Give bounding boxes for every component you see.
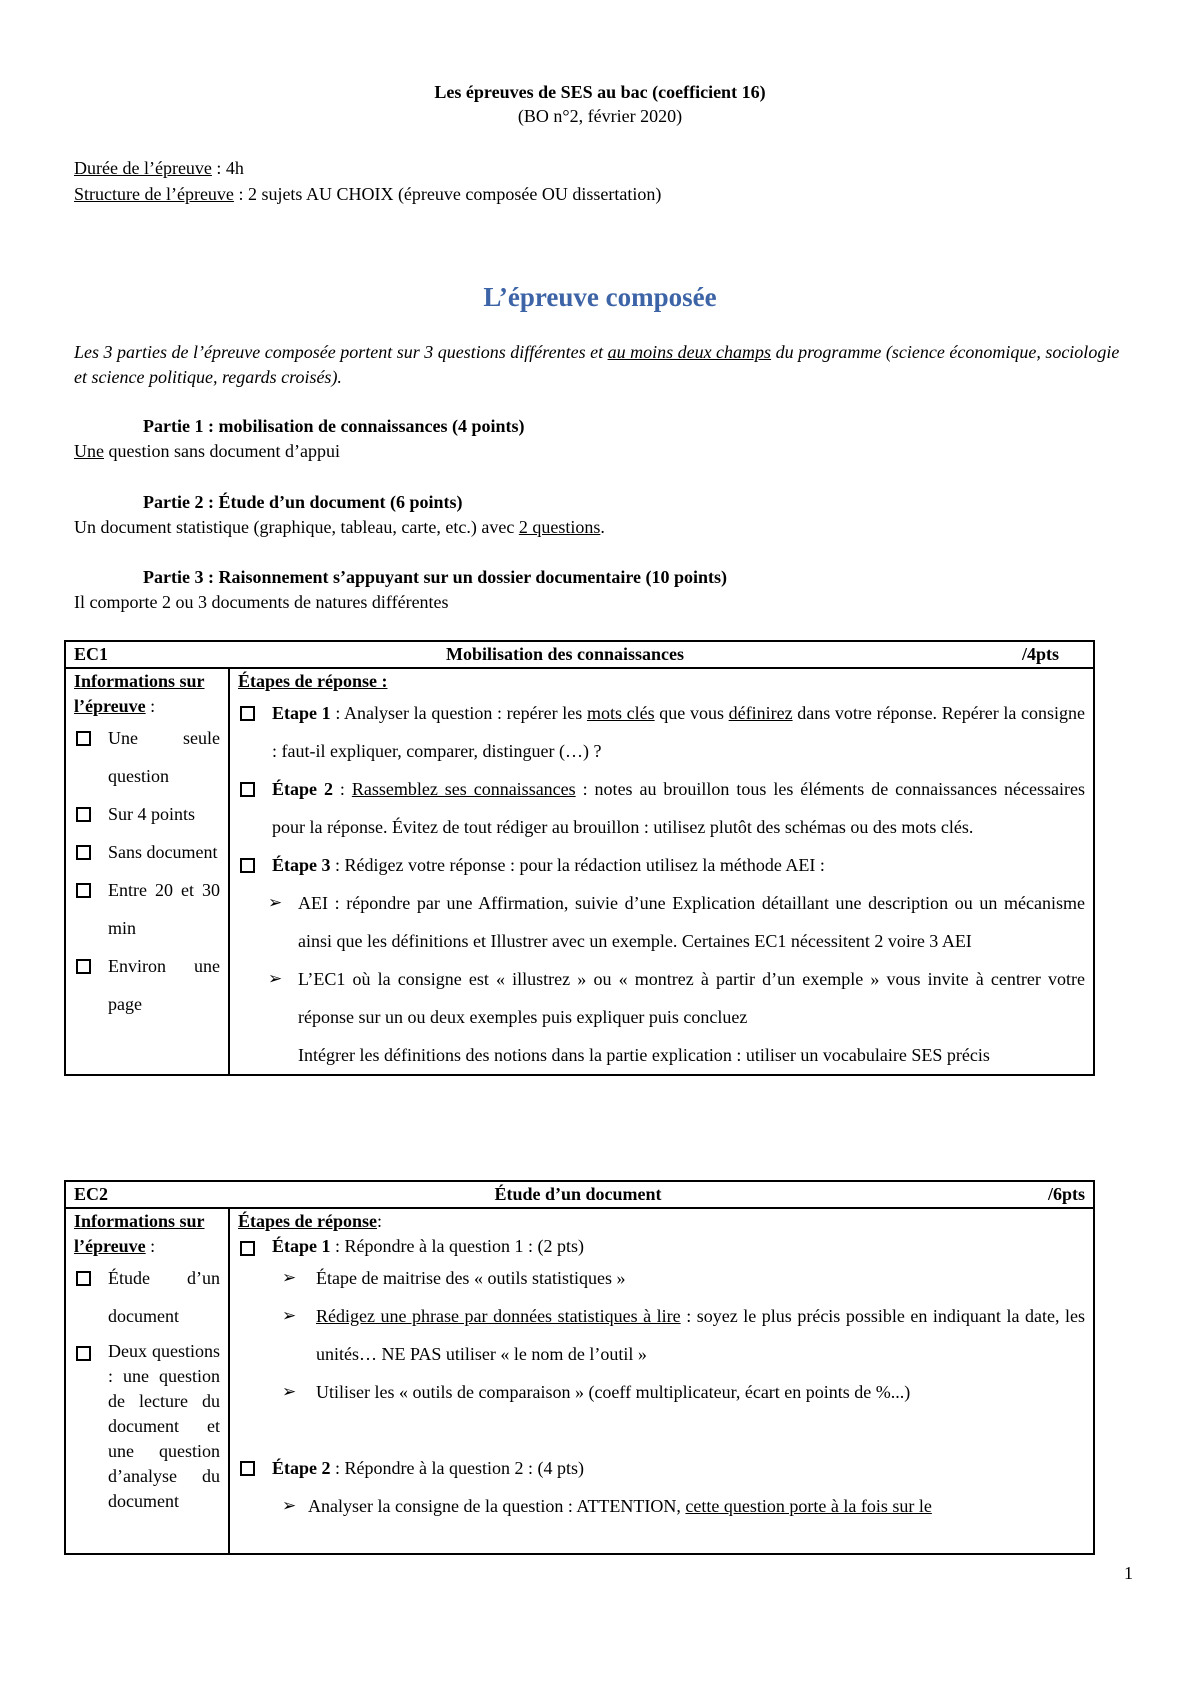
structure-label: Structure de l’épreuve xyxy=(74,184,234,204)
ec2-info-cell xyxy=(65,1208,229,1554)
duree-line xyxy=(74,158,244,179)
ec2-table xyxy=(64,1180,1095,1555)
ec1-body-row xyxy=(65,668,1094,1075)
list-item xyxy=(74,833,220,871)
list-item xyxy=(74,871,220,947)
ec2-body-row xyxy=(65,1208,1094,1554)
ec1-info-list xyxy=(74,719,220,1023)
checkbox-icon xyxy=(240,1461,255,1476)
ec2-name: Étude d’un document xyxy=(494,1184,662,1204)
arrow-bullet-icon: ➢ xyxy=(282,1268,297,1287)
ec1-table xyxy=(64,640,1095,1076)
checkbox-icon xyxy=(76,807,91,822)
part1-description xyxy=(74,441,340,462)
part2-desc-underlined: 2 questions xyxy=(518,517,601,537)
ec1-final-text: Intégrer les définitions des notions dans la partie explication : utiliser un vocabulaire SES précis xyxy=(298,1045,990,1065)
list-item xyxy=(74,719,220,795)
ec1-step1 xyxy=(238,694,1085,770)
arrow-bullet-icon: ➢ xyxy=(268,969,283,988)
ec1-arrow-list xyxy=(238,884,1085,1036)
ec1-points: /4pts xyxy=(1021,644,1059,664)
ec2-step2-arrows xyxy=(238,1487,1085,1525)
ec2-steps-colon: : xyxy=(377,1211,383,1231)
arrow-item-text: AEI : répondre par une Affirmation, suivie d’une Explication détaillant une description ou un mécanisme ainsi que les définitions et Illustrer avec un exemple. Certaines EC1 nécessitent 2 voire 3 AEI xyxy=(298,893,1085,951)
checkbox-icon xyxy=(240,782,255,797)
arrow-bullet-icon: ➢ xyxy=(282,1382,297,1401)
ec1-info-cell xyxy=(65,668,229,1075)
ec2-info-list xyxy=(74,1259,220,1335)
arrow-item-text: : soyez le plus précis possible en indiquant la date, les unités… NE PAS utiliser « le nom de l’outil » xyxy=(316,1306,1085,1364)
list-item xyxy=(238,960,1085,1036)
list-item xyxy=(238,1373,1085,1411)
ec2-step1-arrows xyxy=(238,1259,1085,1411)
part3-title: Partie 3 : Raisonnement s’appuyant sur un dossier documentaire (10 points) xyxy=(143,567,728,587)
list-item xyxy=(74,1259,220,1335)
duree-value: : 4h xyxy=(211,158,244,178)
arrow-item-underlined: Rédigez une phrase par données statistiques à lire xyxy=(316,1306,681,1326)
ec1-code: EC1 xyxy=(74,644,109,664)
list-item xyxy=(74,795,220,833)
list-item xyxy=(238,1259,1085,1297)
part2-description xyxy=(74,517,605,538)
arrow-bullet-icon: ➢ xyxy=(268,893,283,912)
ec2-step2-list xyxy=(238,1449,1085,1487)
ec1-steps-cell xyxy=(229,668,1094,1075)
document-subtitle: (BO n°2, février 2020) xyxy=(517,106,683,126)
list-item xyxy=(74,947,220,1023)
ec2-step2 xyxy=(238,1449,1085,1487)
checkbox-icon xyxy=(76,1346,91,1361)
checkbox-icon xyxy=(76,883,91,898)
step-text: : Rédigez votre réponse : pour la rédaction utilisez la méthode AEI : xyxy=(330,855,825,875)
ec2-header-cell xyxy=(65,1181,1094,1208)
step-text: : Répondre à la question 1 : (2 pts) xyxy=(330,1236,584,1256)
ec1-steps-title: Étapes de réponse : xyxy=(238,671,388,691)
step-text: : notes au brouillon tous les éléments de connaissances nécessaires pour la réponse. Évitez de tout rédiger au brouillon : utilisez plutôt des schémas ou des mots clés. xyxy=(272,779,1085,837)
checkbox-icon xyxy=(76,845,91,860)
structure-value: : 2 sujets AU CHOIX (épreuve composée OU dissertation) xyxy=(233,184,662,204)
ec1-info-colon: : xyxy=(145,696,156,716)
ec2-header-row xyxy=(65,1181,1094,1208)
ec2-points: /6pts xyxy=(1047,1184,1085,1204)
list-item xyxy=(238,1297,1085,1373)
part3-description: Il comporte 2 ou 3 documents de natures différentes xyxy=(74,592,449,612)
step-label: Étape 3 xyxy=(272,855,331,875)
list-item xyxy=(238,1487,1085,1525)
step-text: : Répondre à la question 2 : (4 pts) xyxy=(330,1458,584,1478)
ec1-info-item: Sur 4 points xyxy=(108,804,196,824)
ec2-step1 xyxy=(238,1234,1085,1259)
intro-text-before: Les 3 parties de l’épreuve composée portent sur 3 questions différentes et xyxy=(74,342,608,362)
intro-underlined: au moins deux champs xyxy=(607,342,772,362)
step-text: : xyxy=(332,779,352,799)
ec1-name: Mobilisation des connaissances xyxy=(445,644,685,664)
arrow-item-text: Utiliser les « outils de comparaison » (coeff multiplicateur, écart en points de %...) xyxy=(316,1382,911,1402)
checkbox-icon xyxy=(240,858,255,873)
ec1-header-row xyxy=(65,641,1094,668)
step-text: : Analyser la question : repérer les xyxy=(330,703,587,723)
part1-title: Partie 1 : mobilisation de connaissances (4 points) xyxy=(143,416,525,436)
arrow-item-text: L’EC1 où la consigne est « illustrez » ou « montrez à partir d’un exemple » vous invite à centrer votre réponse sur un ou deux exemples puis expliquer puis concluez xyxy=(298,969,1085,1027)
ec1-step3 xyxy=(238,846,1085,884)
ec1-steps-list xyxy=(238,694,1085,884)
document-title: Les épreuves de SES au bac (coefficient 16) xyxy=(434,82,766,102)
list-item xyxy=(74,1339,220,1514)
ec1-info-item: Environ une page xyxy=(108,956,220,1014)
step-text: dans votre réponse. Repérer la consigne : faut-il expliquer, comparer, distinguer (…) ? xyxy=(272,703,1085,761)
step-label: Étape 2 xyxy=(272,779,333,799)
part1-desc-text: question sans document d’appui xyxy=(104,441,340,461)
ec2-info-list-2 xyxy=(74,1339,220,1514)
step-label: Etape 1 xyxy=(272,703,331,723)
ec2-info-item: Deux questions : une question de lecture du document et une question d’analyse du document xyxy=(108,1341,220,1511)
part1-desc-underlined: Une xyxy=(74,441,104,461)
step-underlined: Rassemblez ses connaissances xyxy=(351,779,576,799)
checkbox-icon xyxy=(240,1241,255,1256)
duree-label: Durée de l’épreuve xyxy=(74,158,212,178)
ec2-info-item: Étude d’un document xyxy=(108,1268,220,1326)
checkbox-icon xyxy=(76,1271,91,1286)
list-item xyxy=(238,884,1085,960)
step-label: Étape 1 xyxy=(272,1236,331,1256)
arrow-item-text: Analyser la consigne de la question : ATTENTION, xyxy=(308,1496,686,1516)
ec1-header-cell xyxy=(65,641,1094,668)
intro-text-after: du programme (science économique, sociologie et science politique, regards croisés). xyxy=(74,342,1120,387)
ec2-steps-cell xyxy=(229,1208,1094,1554)
step-label: Étape 2 xyxy=(272,1458,331,1478)
section-title: L’épreuve composée xyxy=(483,282,717,312)
ec2-steps-title: Étapes de réponse xyxy=(238,1211,377,1231)
ec1-step2 xyxy=(238,770,1085,846)
page-number: 1 xyxy=(1124,1563,1133,1583)
checkbox-icon xyxy=(76,731,91,746)
ec2-info-colon: : xyxy=(145,1236,156,1256)
ec1-info-title: Informations sur l’épreuve xyxy=(74,671,205,716)
arrow-item-text: Étape de maitrise des « outils statistiques » xyxy=(316,1268,626,1288)
step-underlined: définirez xyxy=(728,703,793,723)
structure-line xyxy=(74,184,661,205)
part2-desc-text: Un document statistique (graphique, tableau, carte, etc.) avec xyxy=(74,517,519,537)
ec1-info-item: Entre 20 et 30 min xyxy=(108,880,220,938)
ec2-code: EC2 xyxy=(74,1184,109,1204)
arrow-bullet-icon: ➢ xyxy=(282,1306,297,1325)
arrow-bullet-icon: ➢ xyxy=(282,1496,297,1515)
ec2-info-title: Informations sur l’épreuve xyxy=(74,1211,205,1256)
part2-desc-end: . xyxy=(600,517,605,537)
ec2-step1-list xyxy=(238,1234,1085,1259)
ec1-info-item: Une seule question xyxy=(108,728,220,786)
step-text: que vous xyxy=(654,703,729,723)
ec1-info-item: Sans document xyxy=(108,842,218,862)
checkbox-icon xyxy=(240,706,255,721)
part2-title: Partie 2 : Étude d’un document (6 points) xyxy=(143,492,463,512)
step-underlined: mots clés xyxy=(586,703,655,723)
intro-paragraph xyxy=(74,340,1134,390)
checkbox-icon xyxy=(76,959,91,974)
arrow-item-underlined: cette question porte à la fois sur le xyxy=(685,1496,932,1516)
